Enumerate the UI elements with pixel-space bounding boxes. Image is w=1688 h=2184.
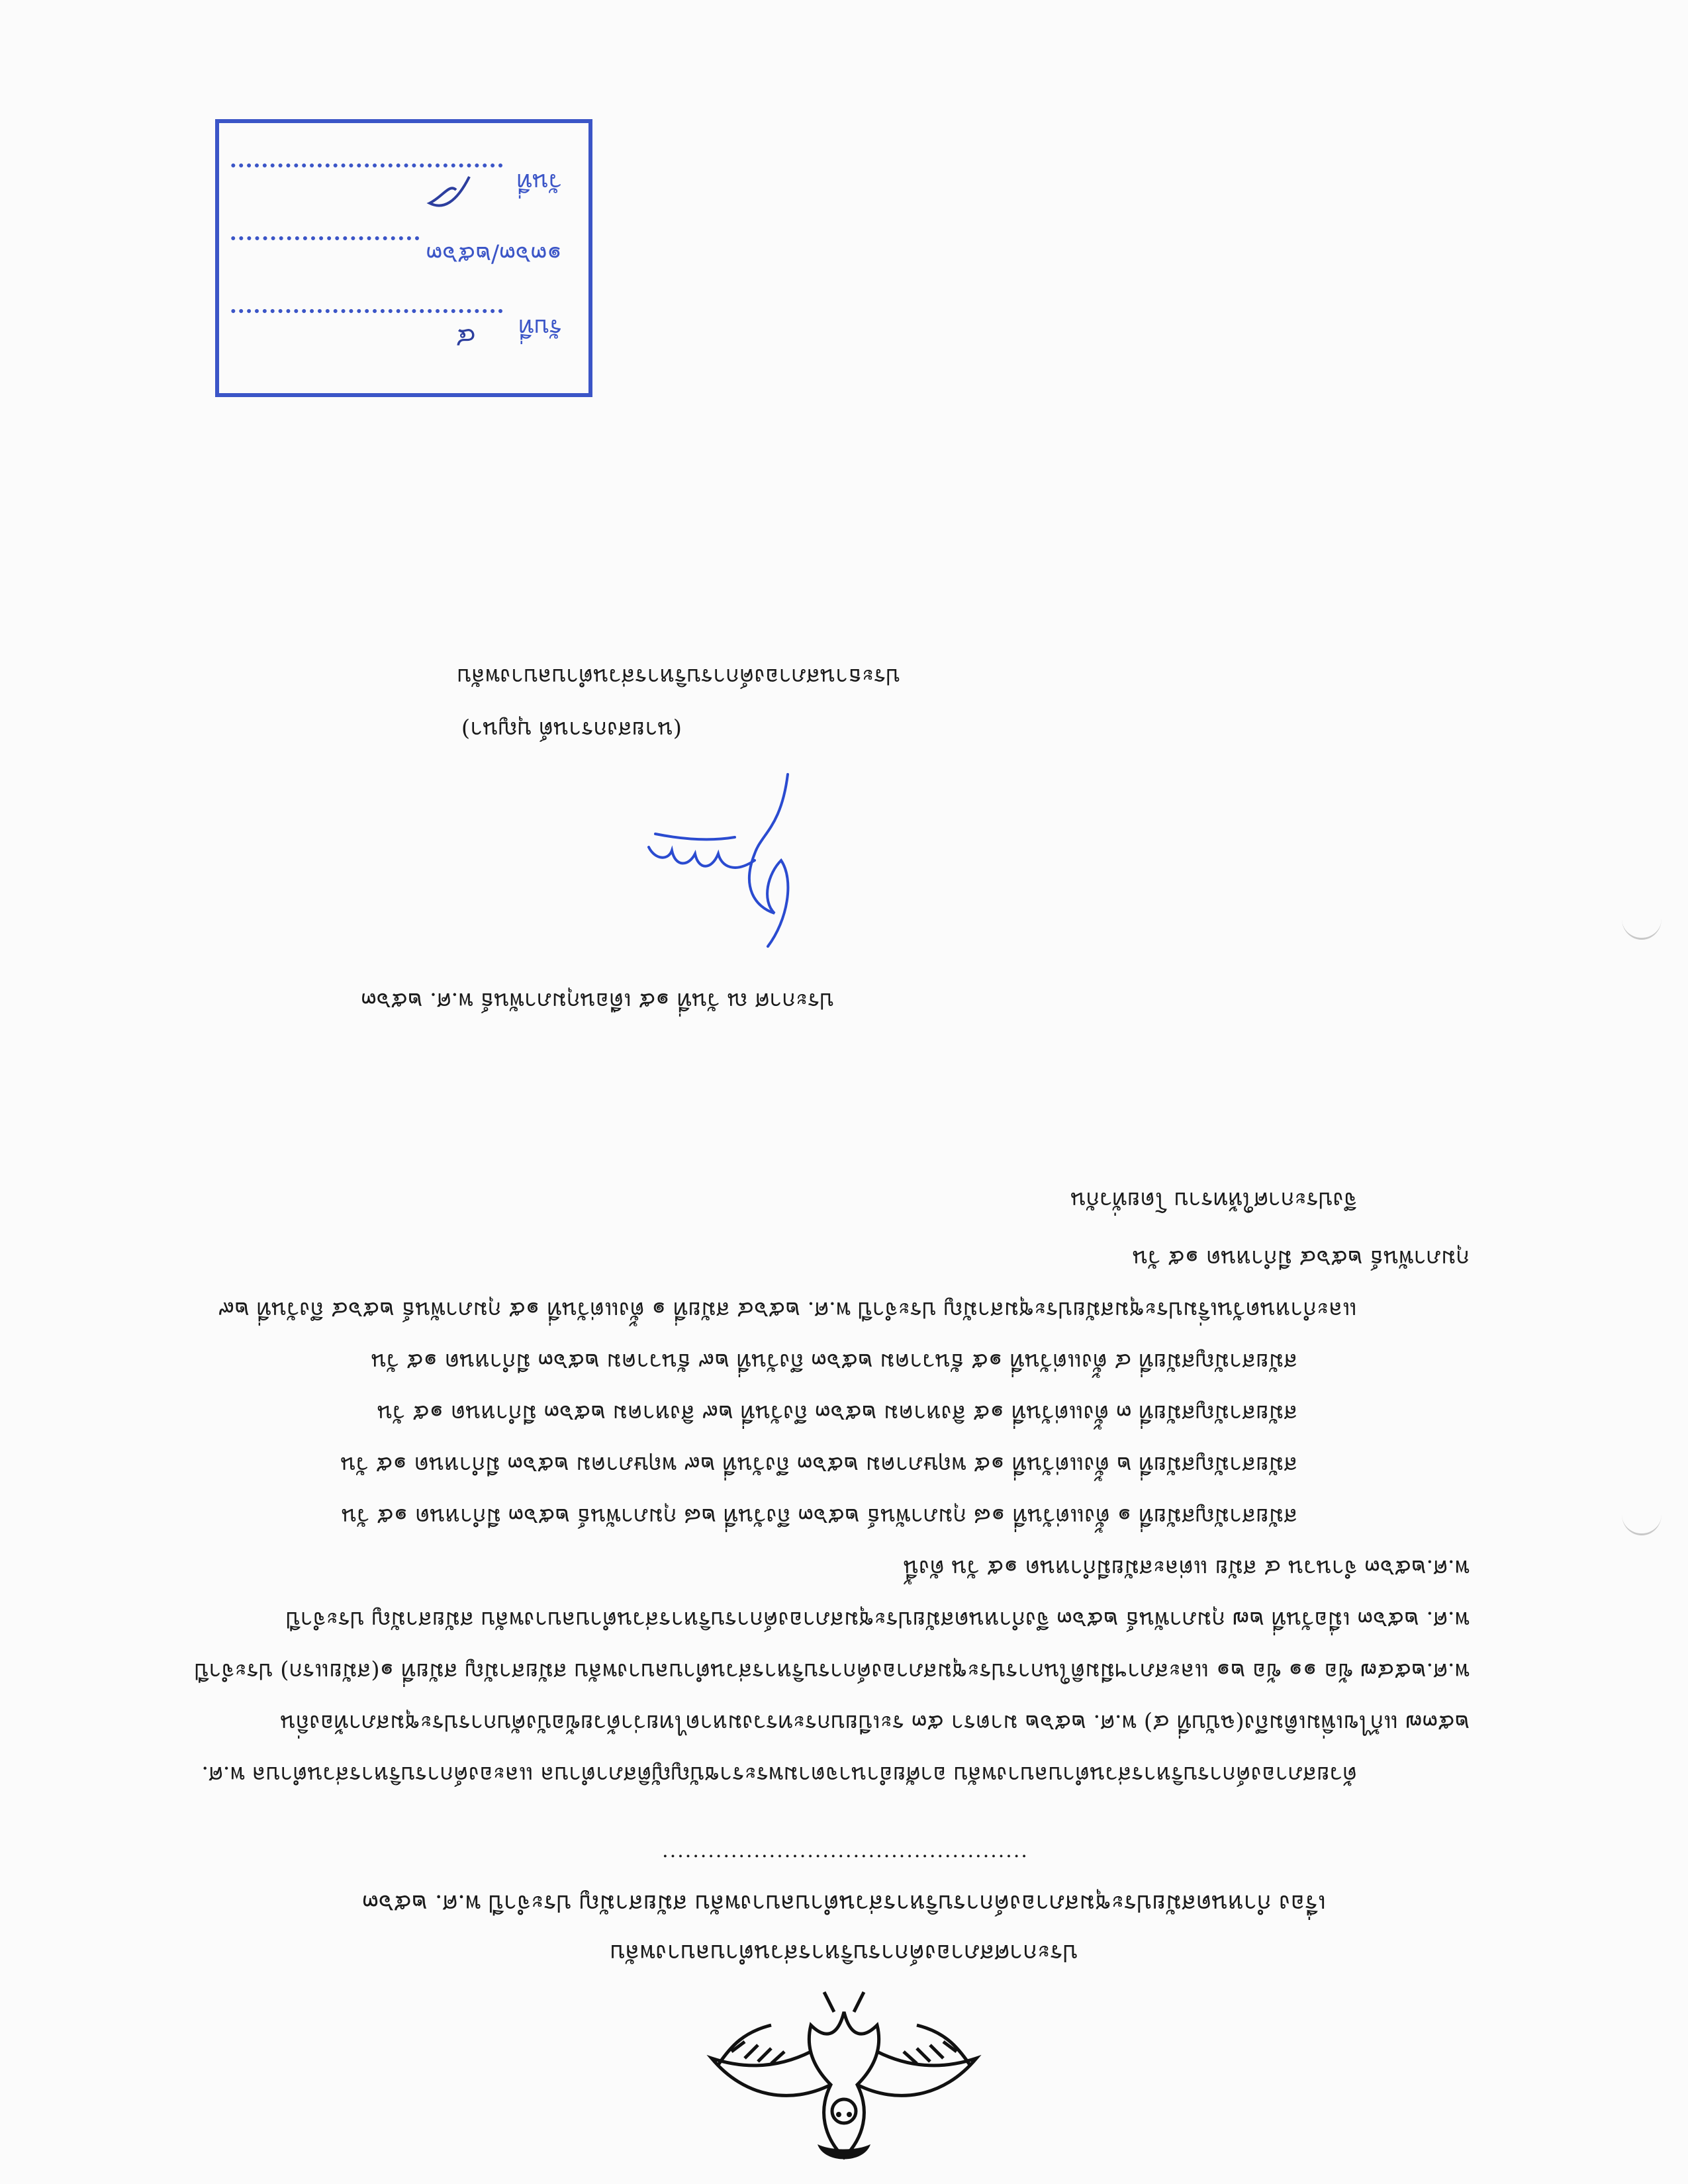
stamp-date-label: วันที่ (516, 168, 562, 195)
stamp-received-value: ๔ (455, 322, 476, 353)
announcement-date: ประกาศ ณ วันที่ ๑๕ เดือนกุมภาพันธ์ พ.ศ. ๒๕๖๓ (361, 987, 834, 1014)
stamp-number-label: ๑๓๖๓/๒๕๖๓ (426, 241, 562, 268)
punch-hole-mark (1622, 1494, 1662, 1535)
dotted-divider: ................................................ (661, 1850, 1027, 1873)
document-title: ประกาศสภาองค์การบริหารส่วนตำบลบางพลับ (610, 1939, 1078, 1966)
stamp-dotted-line (231, 236, 420, 264)
stamp-dotted-line (231, 309, 502, 353)
body-paragraph-2: และกำหนดวันเริ่มประชุมสมัยประชุมสามัญ ประจำปี พ.ศ. ๒๕๖๔ สมัยที่ ๑ ตั้งแต่วันที่ ๑๕ กุมภาพันธ์ ๒๕๖๔ ถึงวันที่ ๒๙ กุมภาพันธ์ ๒๕๖๔ มีกำหนด ๑๕ วัน (218, 1245, 1470, 1323)
signer-name: (นายสงกรานต์ บุญนา) (461, 716, 682, 743)
document-body (179, 1174, 1470, 1800)
schedule-line-3: สมัยสามัญสมัยที่ ๓ ตั้งแต่วันที่ ๑๕ สิงหาคม ๒๕๖๓ ถึงวันที่ ๒๙ สิงหาคม ๒๕๖๓ มีกำหนด ๑๕ วัน (377, 1400, 1297, 1426)
schedule-line-4: สมัยสามัญสมัยที่ ๔ ตั้งแต่วันที่ ๑๕ ธันวาคม ๒๕๖๓ ถึงวันที่ ๒๙ ธันวาคม ๒๕๖๓ มีกำหนด ๑๕ วัน (371, 1348, 1297, 1375)
stamp-dotted-line (231, 163, 502, 191)
punch-hole-mark (1622, 898, 1662, 940)
body-paragraph-1: ด้วยสภาองค์การบริหารส่วนตำบลบางพลับ อาศัยอำนาจตามพระราชบัญญัติสภาตำบล และองค์การบริหารส่วนตำบล พ.ศ. ๒๕๓๗ แก้ไขเพิ่มเติมถึง(ฉบับที่ ๔) พ.ศ. ๒๕๖๒ มาตรา ๕๓ ระเบียบกระทรวงมหาดไทยว่าด้วยข้อบังคับการประชุมสภาท้องถิ่น พ.ศ.๒๕๔๗ ข้อ ๑๑ ข้อ ๒๑ และสภาฯมีมติในการประชุมสภาองค์การบริหารส่วนตำบลบางพลับ สมัยสามัญ สมัยที่ ๑(สมัยแรก) ประจำปี พ.ศ. ๒๕๖๓ เมื่อวันที่ ๒๗ กุมภาพันธ์ ๒๕๖๓ จึงกำหนดสมัยประชุมสภาองค์การบริหารส่วนตำบลบางพลับ สมัยสามัญ ประจำปี พ.ศ.๒๕๖๓ จำนวน ๔ สมัย แต่ละสมัยมีกำหนด ๑๕ วัน ดังนี้ (194, 1555, 1470, 1788)
stamp-initials-icon (423, 170, 476, 216)
stamp-row-number (231, 236, 562, 274)
schedule-line-2: สมัยสามัญสมัยที่ ๒ ตั้งแต่วันที่ ๑๕ พฤษภาคม ๒๕๖๓ ถึงวันที่ ๒๙ พฤษภาคม ๒๕๖๓ มีกำหนด ๑๕ วัน (340, 1451, 1297, 1478)
receipt-stamp (215, 119, 592, 397)
signer-title: ประธานสภาองค์การบริหารส่วนตำบลบางพลับ (457, 663, 900, 690)
stamp-row-date (231, 163, 562, 201)
signature-image (629, 761, 867, 960)
closing-line: จึงประกาศให้ทราบ โดยทั่วกัน (1070, 1187, 1357, 1213)
stamp-received-label: รับที่ (518, 314, 562, 341)
garuda-emblem-icon (692, 1985, 996, 2184)
document-subject: เรื่อง กำหนดสมัยประชุมสภาองค์การบริหารส่วนตำบลบางพลับ สมัยสามัญ ประจำปี พ.ศ. ๒๕๖๓ (362, 1889, 1326, 1917)
stamp-row-received-no (231, 309, 562, 353)
schedule-line-1: สมัยสามัญสมัยที่ ๑ ตั้งแต่วันที่ ๑๘ กุมภาพันธ์ ๒๕๖๓ ถึงวันที่ ๒๘ กุมภาพันธ์ ๒๕๖๓ มีกำหนด ๑๕ วัน (341, 1503, 1297, 1529)
